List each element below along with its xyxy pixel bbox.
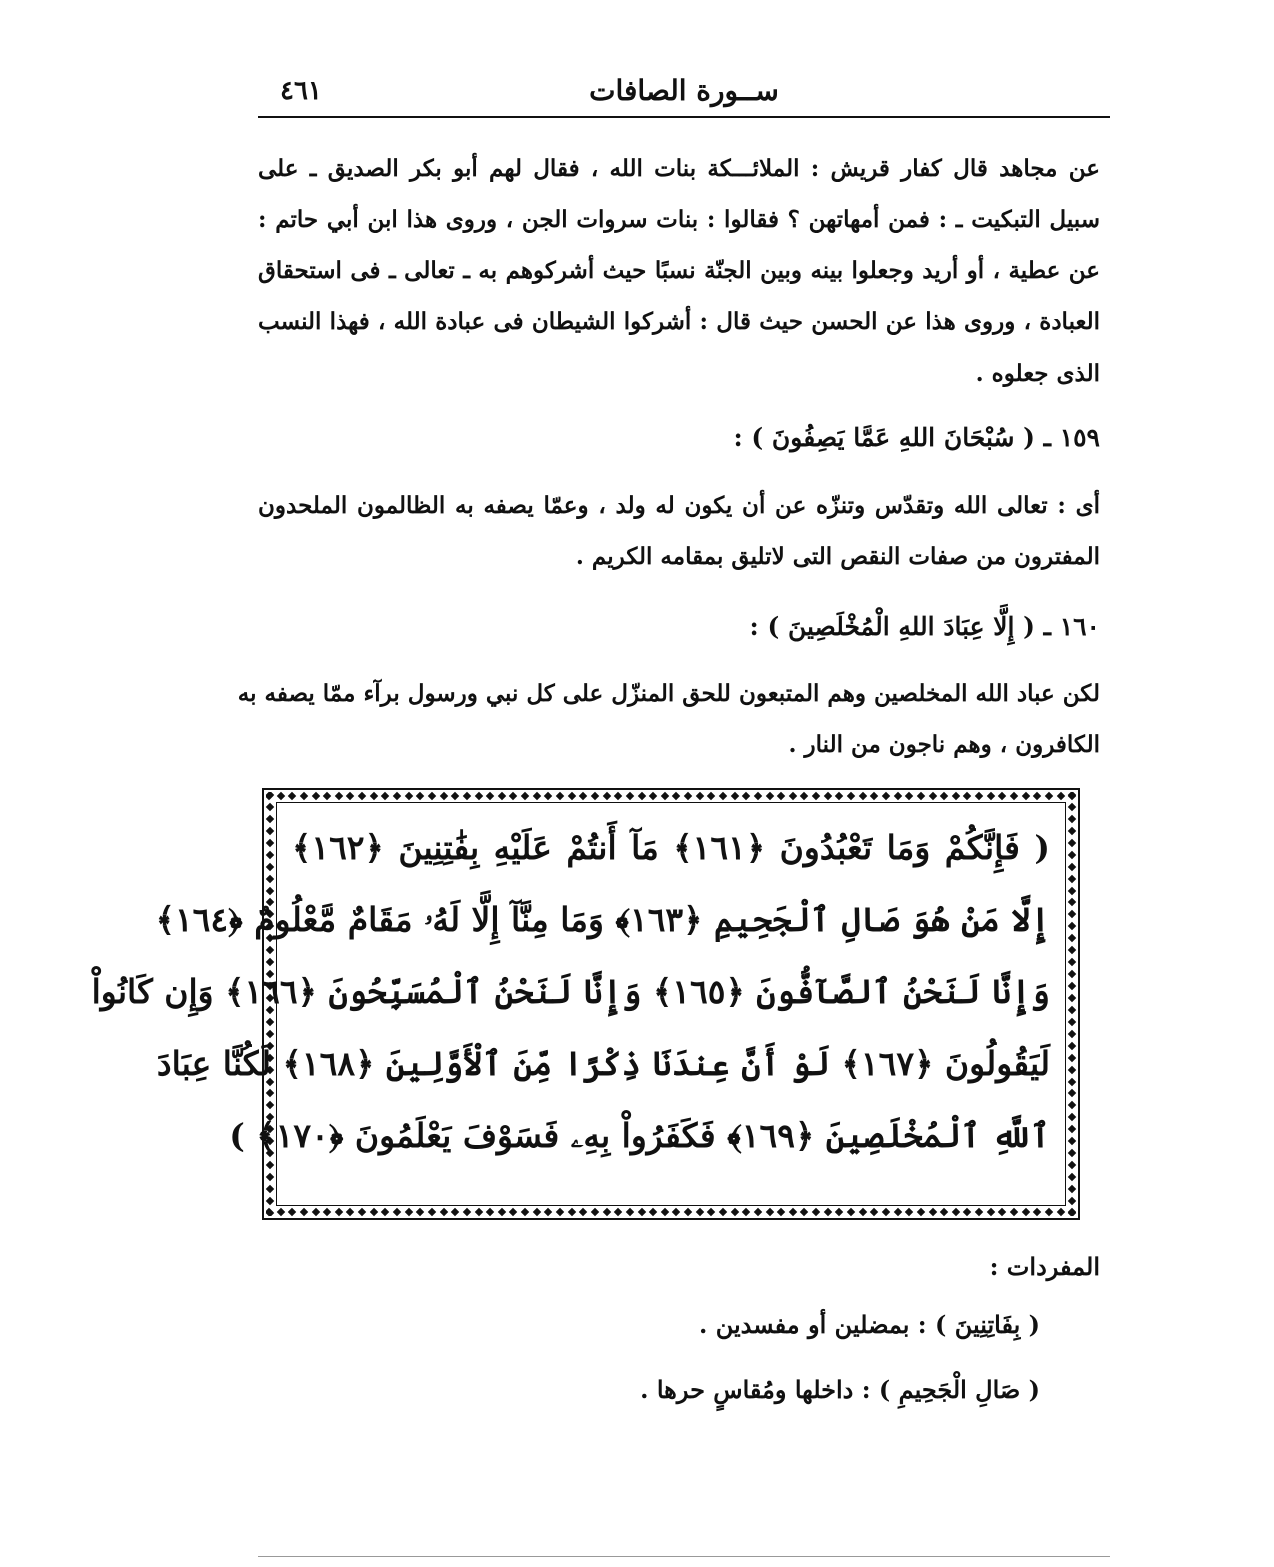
ornament-dot xyxy=(556,1208,564,1216)
ornament-dot xyxy=(1068,1173,1076,1181)
ornament-dot xyxy=(439,792,447,800)
ornament-dot xyxy=(1056,792,1064,800)
ornament-dot xyxy=(1068,792,1076,799)
ornament-dot xyxy=(1068,934,1076,942)
ornament-dot xyxy=(521,1208,529,1216)
ornament-dot xyxy=(754,1208,762,1216)
intro-line: عن مجاهد قال كفار قريش : الملائـــكة بنات الله ، فقال لهم أبو بكر الصديق ـ على xyxy=(258,155,1100,182)
ornament-border-bottom xyxy=(266,1206,1076,1218)
ornament-dot xyxy=(1068,1018,1076,1026)
ornament-dot xyxy=(1068,1006,1076,1014)
footer-rule xyxy=(258,1556,1110,1557)
ornament-dot xyxy=(579,792,587,800)
ornament-dot xyxy=(544,1208,552,1216)
ornament-dot xyxy=(742,792,750,800)
ornament-dot xyxy=(824,1208,832,1216)
ornament-dot xyxy=(311,1208,319,1216)
ornament-dot xyxy=(404,1208,412,1216)
ornament-dot xyxy=(1068,1053,1076,1061)
ornament-dot xyxy=(637,792,645,800)
ornament-dot xyxy=(730,792,738,800)
ornament-dot xyxy=(428,792,436,800)
ornament-dot xyxy=(509,1208,517,1216)
ornament-dot xyxy=(266,1173,274,1181)
ornament-dot xyxy=(532,792,540,800)
ornament-dot xyxy=(649,1208,657,1216)
ornament-dot xyxy=(300,1208,308,1216)
verse-159-commentary-line: أى : تعالى الله وتقدّس وتنزّه عن أن يكون له ولد ، وعمّا يصفه به الظالمون الملحدون xyxy=(258,492,1100,519)
ornament-dot xyxy=(1068,922,1076,930)
ornament-dot xyxy=(335,792,343,800)
intro-line: عن عطية ، أو أريد وجعلوا بينه وبين الجنّة نسبًا حيث أشركوهم به ـ تعالى ـ فى استحقاق xyxy=(258,257,1100,284)
ornament-dot xyxy=(266,1030,274,1038)
ornament-dot xyxy=(266,1209,274,1216)
verse-160-reference: ١٦٠ ـ ( إِلَّا عِبَادَ اللهِ الْمُخْلَصِينَ ) : xyxy=(749,612,1100,641)
ornament-dot xyxy=(451,1208,459,1216)
ornament-dot xyxy=(591,1208,599,1216)
header-rule xyxy=(258,116,1110,118)
ornament-dot xyxy=(637,1208,645,1216)
ornament-dot xyxy=(266,1089,274,1097)
ornament-dot xyxy=(266,862,274,870)
ornament-dot xyxy=(975,1208,983,1216)
ornament-dot xyxy=(474,1208,482,1216)
ornament-dot xyxy=(439,1208,447,1216)
ornament-dot xyxy=(1068,1209,1076,1216)
ornament-dot xyxy=(963,792,971,800)
ornament-dot xyxy=(428,1208,436,1216)
ornament-dot xyxy=(730,1208,738,1216)
quran-line: إِلَّا مَنْ هُوَ صَالِ ٱلْجَحِيمِ ﴿١٦٣﴾ وَمَا مِنَّآ إِلَّا لَهُۥ مَقَامٌ مَّعْلُومٌ ﴿١٦٤﴾ xyxy=(155,900,1050,939)
vocabulary-item: ( صَالِ الْجَحِيمِ ) : داخلها ومُقاسٍ حرها . xyxy=(640,1375,1040,1404)
ornament-dot xyxy=(800,1208,808,1216)
ornament-dot xyxy=(1068,1089,1076,1097)
ornament-dot xyxy=(346,792,354,800)
ornament-dot xyxy=(1068,910,1076,918)
ornament-dot xyxy=(1068,803,1076,811)
ornament-dot xyxy=(300,792,308,800)
ornament-dot xyxy=(474,792,482,800)
ornament-border-top xyxy=(266,790,1076,802)
ornament-dot xyxy=(1068,982,1076,990)
ornament-dot xyxy=(695,792,703,800)
ornament-dot xyxy=(824,792,832,800)
ornament-dot xyxy=(556,792,564,800)
ornament-dot xyxy=(358,1208,366,1216)
ornament-dot xyxy=(544,792,552,800)
ornament-dot xyxy=(707,792,715,800)
ornament-dot xyxy=(917,792,925,800)
verse-159-commentary-line: المفترون من صفات النقص التى لاتليق بمقامه الكريم . xyxy=(575,543,1100,570)
ornament-dot xyxy=(672,1208,680,1216)
ornament-dot xyxy=(288,1208,296,1216)
ornament-dot xyxy=(266,874,274,882)
ornament-dot xyxy=(777,792,785,800)
ornament-dot xyxy=(266,792,274,799)
ornament-dot xyxy=(765,1208,773,1216)
ornament-dot xyxy=(626,792,634,800)
ornament-dot xyxy=(370,1208,378,1216)
ornament-dot xyxy=(707,1208,715,1216)
ornament-dot xyxy=(276,792,284,800)
ornament-dot xyxy=(1068,839,1076,847)
ornament-dot xyxy=(498,1208,506,1216)
ornament-dot xyxy=(1068,1161,1076,1169)
ornament-dot xyxy=(1010,1208,1018,1216)
ornament-dot xyxy=(614,792,622,800)
ornament-dot xyxy=(1033,792,1041,800)
ornament-dot xyxy=(370,792,378,800)
ornament-dot xyxy=(1068,1125,1076,1133)
ornament-dot xyxy=(777,1208,785,1216)
ornament-dot xyxy=(719,792,727,800)
intro-line: العبادة ، وروى هذا عن الحسن حيث قال : أشركوا الشيطان فى عبادة الله ، فهذا النسب xyxy=(258,308,1100,335)
ornament-dot xyxy=(684,1208,692,1216)
ornament-dot xyxy=(602,1208,610,1216)
ornament-dot xyxy=(1068,1137,1076,1145)
ornament-dot xyxy=(1068,827,1076,835)
ornament-border-right xyxy=(1066,792,1078,1216)
verse-160-commentary-line: الكافرون ، وهم ناجون من النار . xyxy=(788,731,1100,758)
ornament-dot xyxy=(463,1208,471,1216)
ornament-dot xyxy=(381,792,389,800)
ornament-dot xyxy=(416,792,424,800)
ornament-dot xyxy=(754,792,762,800)
surah-title: ســورة الصافات xyxy=(589,74,779,107)
ornament-dot xyxy=(1068,862,1076,870)
ornament-dot xyxy=(835,792,843,800)
ornament-dot xyxy=(940,792,948,800)
ornament-dot xyxy=(266,827,274,835)
ornament-dot xyxy=(1068,815,1076,823)
ornament-dot xyxy=(486,792,494,800)
ornament-dot xyxy=(626,1208,634,1216)
ornament-dot xyxy=(905,792,913,800)
ornament-dot xyxy=(1068,1101,1076,1109)
quran-line: ( فَإِنَّكُمْ وَمَا تَعْبُدُونَ ﴿١٦١﴾ مَآ أَنتُمْ عَلَيْهِ بِفَٰتِنِينَ ﴿١٦٢﴾ xyxy=(292,828,1051,867)
ornament-dot xyxy=(393,1208,401,1216)
ornament-dot xyxy=(928,1208,936,1216)
ornament-dot xyxy=(870,1208,878,1216)
ornament-dot xyxy=(404,792,412,800)
ornament-dot xyxy=(835,1208,843,1216)
ornament-dot xyxy=(789,792,797,800)
ornament-dot xyxy=(858,1208,866,1216)
ornament-dot xyxy=(591,792,599,800)
ornament-dot xyxy=(742,1208,750,1216)
ornament-dot xyxy=(684,792,692,800)
ornament-dot xyxy=(288,792,296,800)
ornament-dot xyxy=(695,1208,703,1216)
quran-line: وَإِنَّا لَنَحْنُ ٱلصَّآفُّونَ ﴿١٦٥﴾ وَإِنَّا لَنَحْنُ ٱلْمُسَبِّحُونَ ﴿١٦٦﴾ وَإِن كَانُواْ xyxy=(91,972,1050,1011)
ornament-dot xyxy=(346,1208,354,1216)
quran-verses-box xyxy=(91,788,1080,1220)
ornament-dot xyxy=(567,1208,575,1216)
ornament-dot xyxy=(266,1018,274,1026)
ornament-dot xyxy=(486,1208,494,1216)
ornament-dot xyxy=(266,839,274,847)
ornament-dot xyxy=(998,1208,1006,1216)
ornament-dot xyxy=(276,1208,284,1216)
ornament-dot xyxy=(1068,850,1076,858)
ornament-dot xyxy=(1068,994,1076,1002)
ornament-dot xyxy=(1056,1208,1064,1216)
ornament-dot xyxy=(986,1208,994,1216)
ornament-dot xyxy=(998,792,1006,800)
ornament-dot xyxy=(311,792,319,800)
quran-line: ٱللَّهِ ٱلْمُخْلَصِينَ ﴿١٦٩﴾ فَكَفَرُواْ بِهِۦ فَسَوْفَ يَعْلَمُونَ ﴿١٧٠﴾ ) xyxy=(229,1116,1050,1155)
ornament-dot xyxy=(719,1208,727,1216)
ornament-dot xyxy=(266,1161,274,1169)
ornament-dot xyxy=(1010,792,1018,800)
ornament-dot xyxy=(1045,1208,1053,1216)
ornament-dot xyxy=(323,792,331,800)
ornament-dot xyxy=(393,792,401,800)
ornament-dot xyxy=(905,1208,913,1216)
ornament-dot xyxy=(266,803,274,811)
verse-160-commentary-line: لكن عباد الله المخلصين وهم المتبعون للحق المنزّل على كل نبي ورسول برآء ممّا يصفه به xyxy=(237,680,1100,707)
ornament-dot xyxy=(765,792,773,800)
verse-159-reference: ١٥٩ ـ ( سُبْحَانَ اللهِ عَمَّا يَصِفُونَ ) : xyxy=(733,423,1100,452)
ornament-dot xyxy=(266,1185,274,1193)
ornament-dot xyxy=(266,886,274,894)
ornament-dot xyxy=(893,1208,901,1216)
ornament-dot xyxy=(940,1208,948,1216)
intro-line: الذى جعلوه . xyxy=(975,360,1100,387)
ornament-dot xyxy=(649,792,657,800)
ornament-dot xyxy=(1068,970,1076,978)
ornament-dot xyxy=(266,1197,274,1205)
ornament-dot xyxy=(672,792,680,800)
intro-line: سبيل التبكيت ـ : فمن أمهاتهن ؟ فقالوا : بنات سروات الجن ، وروى هذا ابن أبي حاتم : xyxy=(258,206,1100,233)
ornament-dot xyxy=(1068,1197,1076,1205)
ornament-dot xyxy=(602,792,610,800)
ornament-dot xyxy=(1068,1185,1076,1193)
ornament-dot xyxy=(661,1208,669,1216)
ornament-dot xyxy=(661,792,669,800)
ornament-dot xyxy=(1068,874,1076,882)
ornament-dot xyxy=(882,1208,890,1216)
ornament-dot xyxy=(266,850,274,858)
ornament-dot xyxy=(952,1208,960,1216)
ornament-dot xyxy=(1033,1208,1041,1216)
ornament-dot xyxy=(812,1208,820,1216)
vocabulary-item: ( بِفَاتِنِينَ ) : بمضلين أو مفسدين . xyxy=(698,1310,1040,1339)
ornament-dot xyxy=(567,792,575,800)
ornament-dot xyxy=(266,946,274,954)
ornament-dot xyxy=(335,1208,343,1216)
ornament-dot xyxy=(1068,1065,1076,1073)
ornament-dot xyxy=(358,792,366,800)
ornament-dot xyxy=(789,1208,797,1216)
ornament-dot xyxy=(858,792,866,800)
ornament-dot xyxy=(614,1208,622,1216)
ornament-dot xyxy=(266,958,274,966)
ornament-dot xyxy=(532,1208,540,1216)
ornament-dot xyxy=(917,1208,925,1216)
ornament-dot xyxy=(509,792,517,800)
ornament-dot xyxy=(381,1208,389,1216)
ornament-dot xyxy=(521,792,529,800)
ornament-dot xyxy=(928,792,936,800)
ornament-dot xyxy=(1021,792,1029,800)
ornament-dot xyxy=(1068,886,1076,894)
ornament-dot xyxy=(963,1208,971,1216)
ornament-dot xyxy=(451,792,459,800)
ornament-dot xyxy=(812,792,820,800)
ornament-dot xyxy=(579,1208,587,1216)
ornament-dot xyxy=(800,792,808,800)
ornament-dot xyxy=(952,792,960,800)
ornament-dot xyxy=(847,792,855,800)
ornament-dot xyxy=(1068,1077,1076,1085)
ornament-dot xyxy=(870,792,878,800)
ornament-dot xyxy=(1045,792,1053,800)
ornament-dot xyxy=(1068,898,1076,906)
ornament-dot xyxy=(1021,1208,1029,1216)
ornament-dot xyxy=(323,1208,331,1216)
page-number: ٤٦١ xyxy=(280,76,322,106)
ornament-dot xyxy=(266,1101,274,1109)
quran-line: لَيَقُولُونَ ﴿١٦٧﴾ لَوْ أَنَّ عِندَنَا ذِكْرًا مِّنَ ٱلْأَوَّلِينَ ﴿١٦٨﴾ لَكُنَّا عِبَادَ xyxy=(156,1044,1050,1083)
ornament-dot xyxy=(893,792,901,800)
ornament-dot xyxy=(1068,958,1076,966)
ornament-dot xyxy=(1068,1149,1076,1157)
ornament-dot xyxy=(1068,946,1076,954)
ornament-dot xyxy=(1068,1041,1076,1049)
ornament-dot xyxy=(986,792,994,800)
ornament-dot xyxy=(882,792,890,800)
ornament-dot xyxy=(975,792,983,800)
ornament-dot xyxy=(1068,1113,1076,1121)
ornament-dot xyxy=(416,1208,424,1216)
ornament-dot xyxy=(463,792,471,800)
vocabulary-heading: المفردات : xyxy=(989,1252,1100,1281)
ornament-dot xyxy=(498,792,506,800)
ornament-dot xyxy=(1068,1030,1076,1038)
page-header xyxy=(258,68,1110,118)
ornament-dot xyxy=(266,815,274,823)
ornament-dot xyxy=(847,1208,855,1216)
